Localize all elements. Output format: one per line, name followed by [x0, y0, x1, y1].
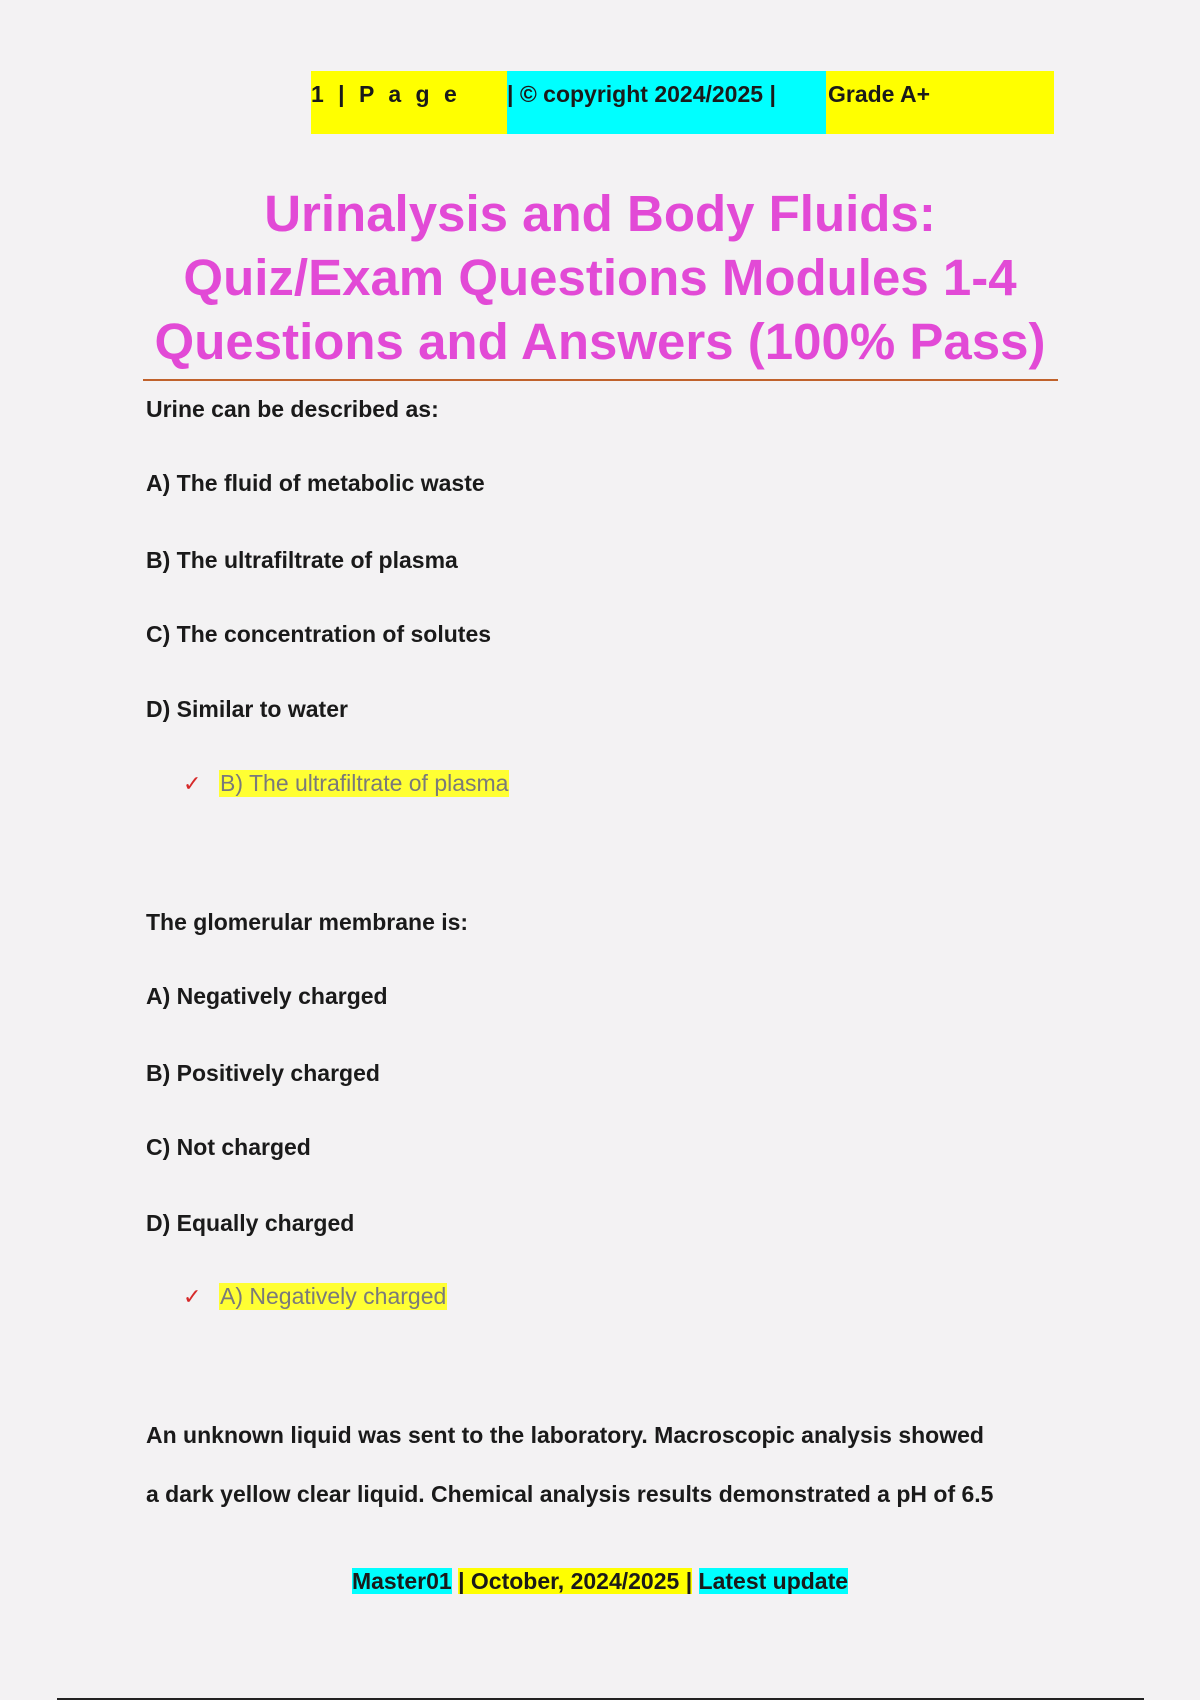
- document-title: [140, 182, 1060, 374]
- question-3-text-line-2: a dark yellow clear liquid. Chemical analysis results demonstrated a pH of 6.5: [146, 1481, 994, 1507]
- question-2-prompt: The glomerular membrane is:: [146, 909, 469, 935]
- question-2-option-b: B) Positively charged: [146, 1060, 380, 1086]
- title-line-3: Questions and Answers (100% Pass): [154, 313, 1046, 370]
- copyright-notice: | © copyright 2024/2025 |: [507, 71, 826, 134]
- question-1-option-d: D) Similar to water: [146, 696, 348, 722]
- question-1-answer-text: B) The ultrafiltrate of plasma: [220, 770, 509, 796]
- title-line-2: Quiz/Exam Questions Modules 1-4: [183, 249, 1017, 306]
- footer-date: | October, 2024/2025 |: [458, 1568, 693, 1594]
- footer-author: Master01: [351, 1568, 452, 1594]
- question-1-answer: [183, 770, 509, 797]
- page-header: [311, 71, 1054, 134]
- question-1-option-c: C) The concentration of solutes: [146, 621, 492, 647]
- page-footer: [0, 1568, 1200, 1595]
- question-3-text-line-1: An unknown liquid was sent to the laboratory. Macroscopic analysis showed: [146, 1422, 984, 1448]
- checkmark-icon: ✓: [183, 770, 202, 796]
- grade-label: Grade A+: [826, 71, 1054, 134]
- page-number: 1 | P a g e: [311, 71, 507, 134]
- checkmark-icon: ✓: [183, 1283, 202, 1309]
- footer-update: Latest update: [698, 1568, 849, 1594]
- question-1-option-a: A) The fluid of metabolic waste: [146, 470, 485, 496]
- question-2-answer-text: A) Negatively charged: [220, 1283, 447, 1309]
- question-1-prompt: Urine can be described as:: [146, 396, 439, 422]
- title-divider: [143, 379, 1058, 381]
- question-2-option-a: A) Negatively charged: [146, 983, 388, 1009]
- question-2-option-c: C) Not charged: [146, 1134, 311, 1160]
- question-1-option-b: B) The ultrafiltrate of plasma: [146, 547, 458, 573]
- title-line-1: Urinalysis and Body Fluids:: [264, 185, 936, 242]
- question-2-answer: [183, 1283, 447, 1310]
- question-2-option-d: D) Equally charged: [146, 1210, 355, 1236]
